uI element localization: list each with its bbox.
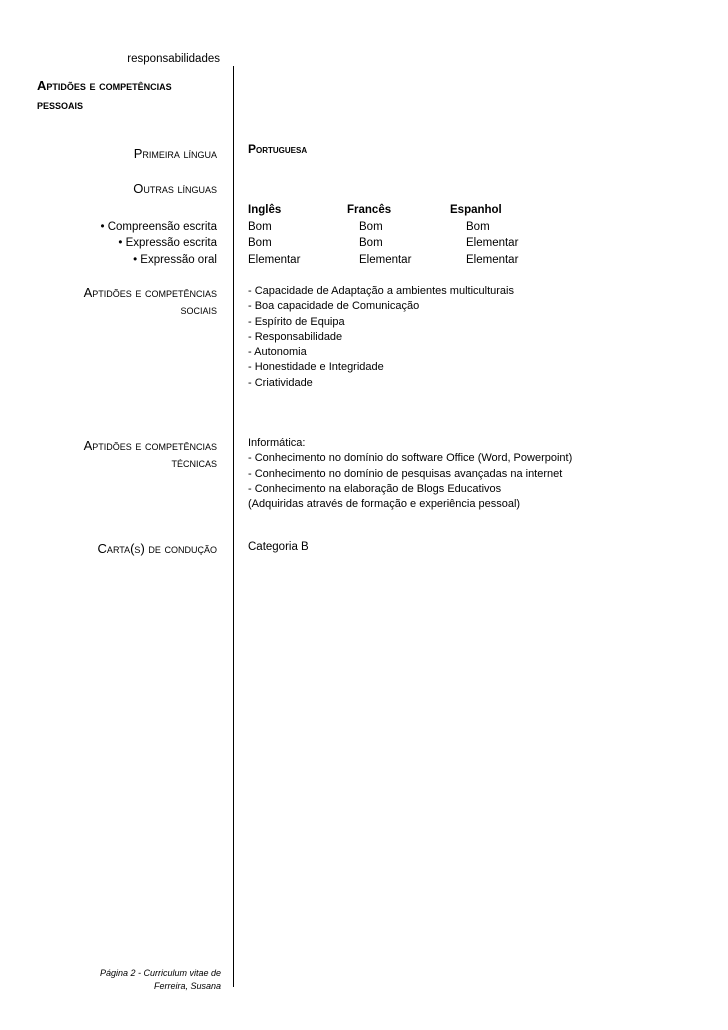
list-item: - Espírito de Equipa [248,315,345,328]
social-list [248,284,514,391]
lang-cell: Elementar [359,254,412,266]
footer-line1: Página 2 - Curriculum vitae de [99,968,221,978]
lang-row-label: • Compreensão escrita [100,221,217,233]
social-label [84,284,217,318]
list-item: - Autonomia [248,346,307,359]
lang-cell: Elementar [248,254,301,266]
social-label-line1: Aptidões e competências [83,285,217,300]
list-item: - Honestidade e Integridade [248,361,384,374]
other-languages-label: Outras línguas [133,181,217,196]
list-item: - Conhecimento na elaboração de Blogs Educativos [248,482,502,495]
technical-label-line1: Aptidões e competências [83,438,217,453]
top-fragment: responsabilidades [127,53,220,65]
technical-label-line2: técnicas [171,455,217,470]
list-item: - Criatividade [248,376,313,389]
lang-cell: Bom [359,237,383,249]
social-label-line2: sociais [180,302,217,317]
list-item: - Responsabilidade [248,330,343,343]
lang-row-label: • Expressão escrita [118,237,217,249]
technical-label [84,437,217,471]
list-item: - Conhecimento no domínio de pesquisas avançadas na internet [248,467,563,480]
list-item: - Conhecimento no domínio do software Office (Word, Powerpoint) [248,452,573,465]
lang-cell: Bom [248,221,272,233]
section-personal-heading: Aptidões e competências pessoais [37,78,172,112]
driving-value: Categoria B [248,541,309,553]
lang-cell: Elementar [466,254,519,266]
lang-cell: Bom [466,221,490,233]
list-item: (Adquiridas através de formação e experiência pessoal) [248,498,521,511]
lang-row-label: • Expressão oral [133,254,217,266]
lang-header-english: Inglês [248,204,282,216]
lang-cell: Elementar [466,237,519,249]
list-item: Informática: [248,437,306,449]
column-divider [233,66,234,987]
footer-line2: Ferreira, Susana [153,981,221,991]
lang-cell: Bom [359,221,383,233]
list-item: - Boa capacidade de Comunicação [248,300,420,313]
driving-label: Carta(s) de condução [97,541,217,556]
lang-cell: Bom [248,237,272,249]
mother-tongue-label: Primeira língua [133,146,217,161]
lang-header-french: Francês [347,204,392,216]
list-item: - Capacidade de Adaptação a ambientes multiculturais [248,285,514,297]
technical-list [248,436,572,512]
lang-header-spanish: Espanhol [450,204,502,216]
page-footer [100,967,221,993]
mother-tongue-value: Portuguesa [248,142,308,156]
